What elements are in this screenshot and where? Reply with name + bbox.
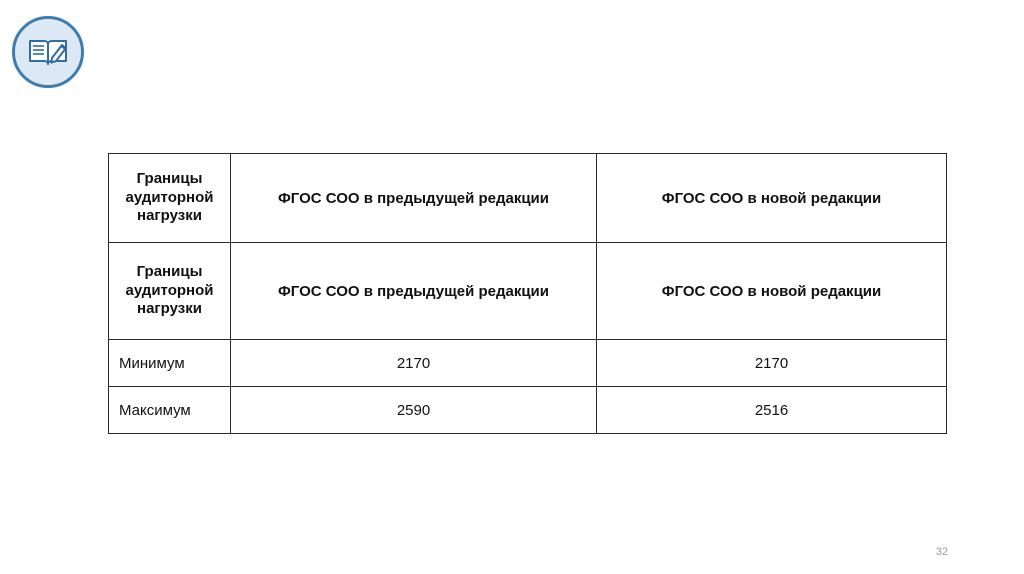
cell-maximum-previous: 2590 [231, 387, 597, 434]
row-label-minimum: Минимум [109, 340, 231, 387]
table-row [109, 387, 947, 434]
cell-minimum-previous: 2170 [231, 340, 597, 387]
comparison-table-container [108, 153, 946, 434]
table-row [109, 154, 947, 243]
table-row [109, 340, 947, 387]
header-cell-previous-edition: ФГОС СОО в предыдущей редакции [231, 154, 597, 243]
table-row [109, 243, 947, 340]
cell-minimum-new: 2170 [597, 340, 947, 387]
logo-badge [12, 16, 84, 88]
open-book-icon [26, 35, 70, 69]
comparison-table [108, 153, 947, 434]
header2-cell-previous-edition: ФГОС СОО в предыдущей редакции [231, 243, 597, 340]
header-cell-new-edition: ФГОС СОО в новой редакции [597, 154, 947, 243]
header2-cell-bounds: Границы аудиторной нагрузки [109, 243, 231, 340]
cell-maximum-new: 2516 [597, 387, 947, 434]
header-cell-bounds: Границы аудиторной нагрузки [109, 154, 231, 243]
page-number: 32 [935, 546, 948, 558]
header2-cell-new-edition: ФГОС СОО в новой редакции [597, 243, 947, 340]
row-label-maximum: Максимум [109, 387, 231, 434]
